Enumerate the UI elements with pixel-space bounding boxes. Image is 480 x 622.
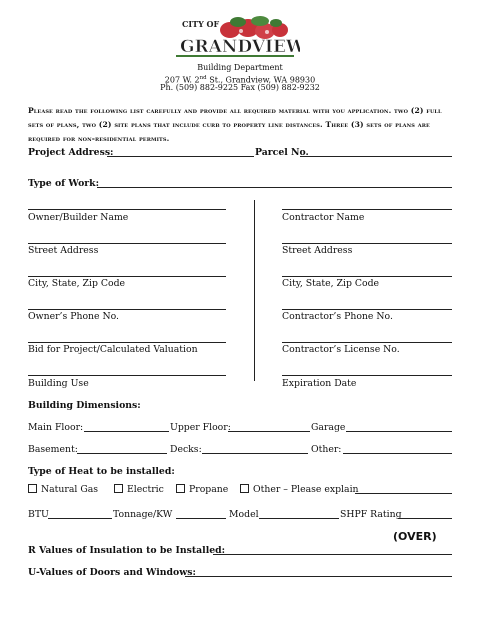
parcel-no-field[interactable] [300,156,452,157]
r-values-label: R Values of Insulation to be Installed: [28,545,226,556]
logo-graphic [168,14,300,64]
heat-option-natural-gas[interactable]: Natural Gas [28,484,98,495]
natural-gas-checkbox[interactable] [28,484,37,493]
department-address: 207 W. 2nd St., Grandview, WA 98930 [164,75,316,85]
contractor-street-label: Street Address [282,245,353,256]
u-values-label: U-Values of Doors and Windows: [28,567,196,578]
project-address-label: Project Address: [28,147,114,158]
garage-label: Garage [311,422,346,433]
other-field[interactable] [343,453,452,454]
other-label: Other: [311,444,342,455]
svg-text:CITY OF: CITY OF [182,19,220,29]
shpf-field[interactable] [398,518,452,519]
building-use-label: Building Use [28,378,89,389]
owner-city-field[interactable] [28,276,226,277]
department-phone: Ph. (509) 882-9225 Fax (509) 882-9232 [160,83,320,92]
other-heat-explain-field[interactable] [355,493,452,494]
decks-field[interactable] [202,453,308,454]
tonnage-label: Tonnage/KW [113,509,173,520]
svg-text:GRANDVIEW: GRANDVIEW [180,37,300,57]
shpf-label: SHPF Rating [340,509,402,520]
owner-name-label: Owner/Builder Name [28,212,129,223]
building-use-field[interactable] [28,375,226,376]
department-name: Building Department [197,63,283,72]
garage-field[interactable] [346,431,452,432]
building-dimensions-heading: Building Dimensions: [28,400,141,411]
owner-phone-field[interactable] [28,309,226,310]
column-divider [254,200,255,381]
contractor-phone-field[interactable] [282,309,452,310]
contractor-phone-label: Contractor’s Phone No. [282,311,393,322]
contractor-city-field[interactable] [282,276,452,277]
owner-name-field[interactable] [28,209,226,210]
project-address-field[interactable] [107,156,254,157]
heat-option-propane[interactable]: Propane [176,484,228,495]
contractor-street-field[interactable] [282,243,452,244]
r-values-field[interactable] [213,554,452,555]
over-note: (OVER) [393,530,437,543]
upper-floor-field[interactable] [228,431,310,432]
valuation-field[interactable] [28,342,226,343]
expiration-date-label: Expiration Date [282,378,357,389]
owner-city-label: City, State, Zip Code [28,278,126,289]
btu-field[interactable] [48,518,112,519]
tonnage-field[interactable] [176,518,226,519]
instructions-notice: Please read the following list carefully and provide all required material with you application. two (2) full sets of plans, two (2) site plans that include curb to property line distances. Three (3) sets of plans are required for non-residential permits. [28,106,442,143]
city-logo [168,14,300,64]
parcel-no-label: Parcel No. [255,147,309,158]
main-floor-label: Main Floor: [28,422,84,433]
contractor-city-label: City, State, Zip Code [282,278,380,289]
propane-checkbox[interactable] [176,484,185,493]
owner-street-label: Street Address [28,245,99,256]
valuation-label: Bid for Project/Calculated Valuation [28,344,198,355]
type-of-work-field[interactable] [97,187,452,188]
upper-floor-label: Upper Floor: [170,422,231,433]
u-values-field[interactable] [185,576,452,577]
model-label: Model [229,509,259,520]
owner-phone-label: Owner’s Phone No. [28,311,120,322]
heat-type-heading: Type of Heat to be installed: [28,466,175,477]
heat-option-electric[interactable]: Electric [114,484,164,495]
basement-field[interactable] [77,453,167,454]
type-of-work-label: Type of Work: [28,178,100,189]
decks-label: Decks: [170,444,202,455]
heat-option-other[interactable]: Other – Please explain [240,484,359,495]
expiration-date-field[interactable] [282,375,452,376]
main-floor-field[interactable] [84,431,169,432]
model-field[interactable] [259,518,339,519]
basement-label: Basement: [28,444,78,455]
btu-label: BTU [28,509,49,520]
contractor-name-field[interactable] [282,209,452,210]
other-checkbox[interactable] [240,484,249,493]
electric-checkbox[interactable] [114,484,123,493]
contractor-name-label: Contractor Name [282,212,365,223]
contractor-license-field[interactable] [282,342,452,343]
owner-street-field[interactable] [28,243,226,244]
contractor-license-label: Contractor’s License No. [282,344,400,355]
